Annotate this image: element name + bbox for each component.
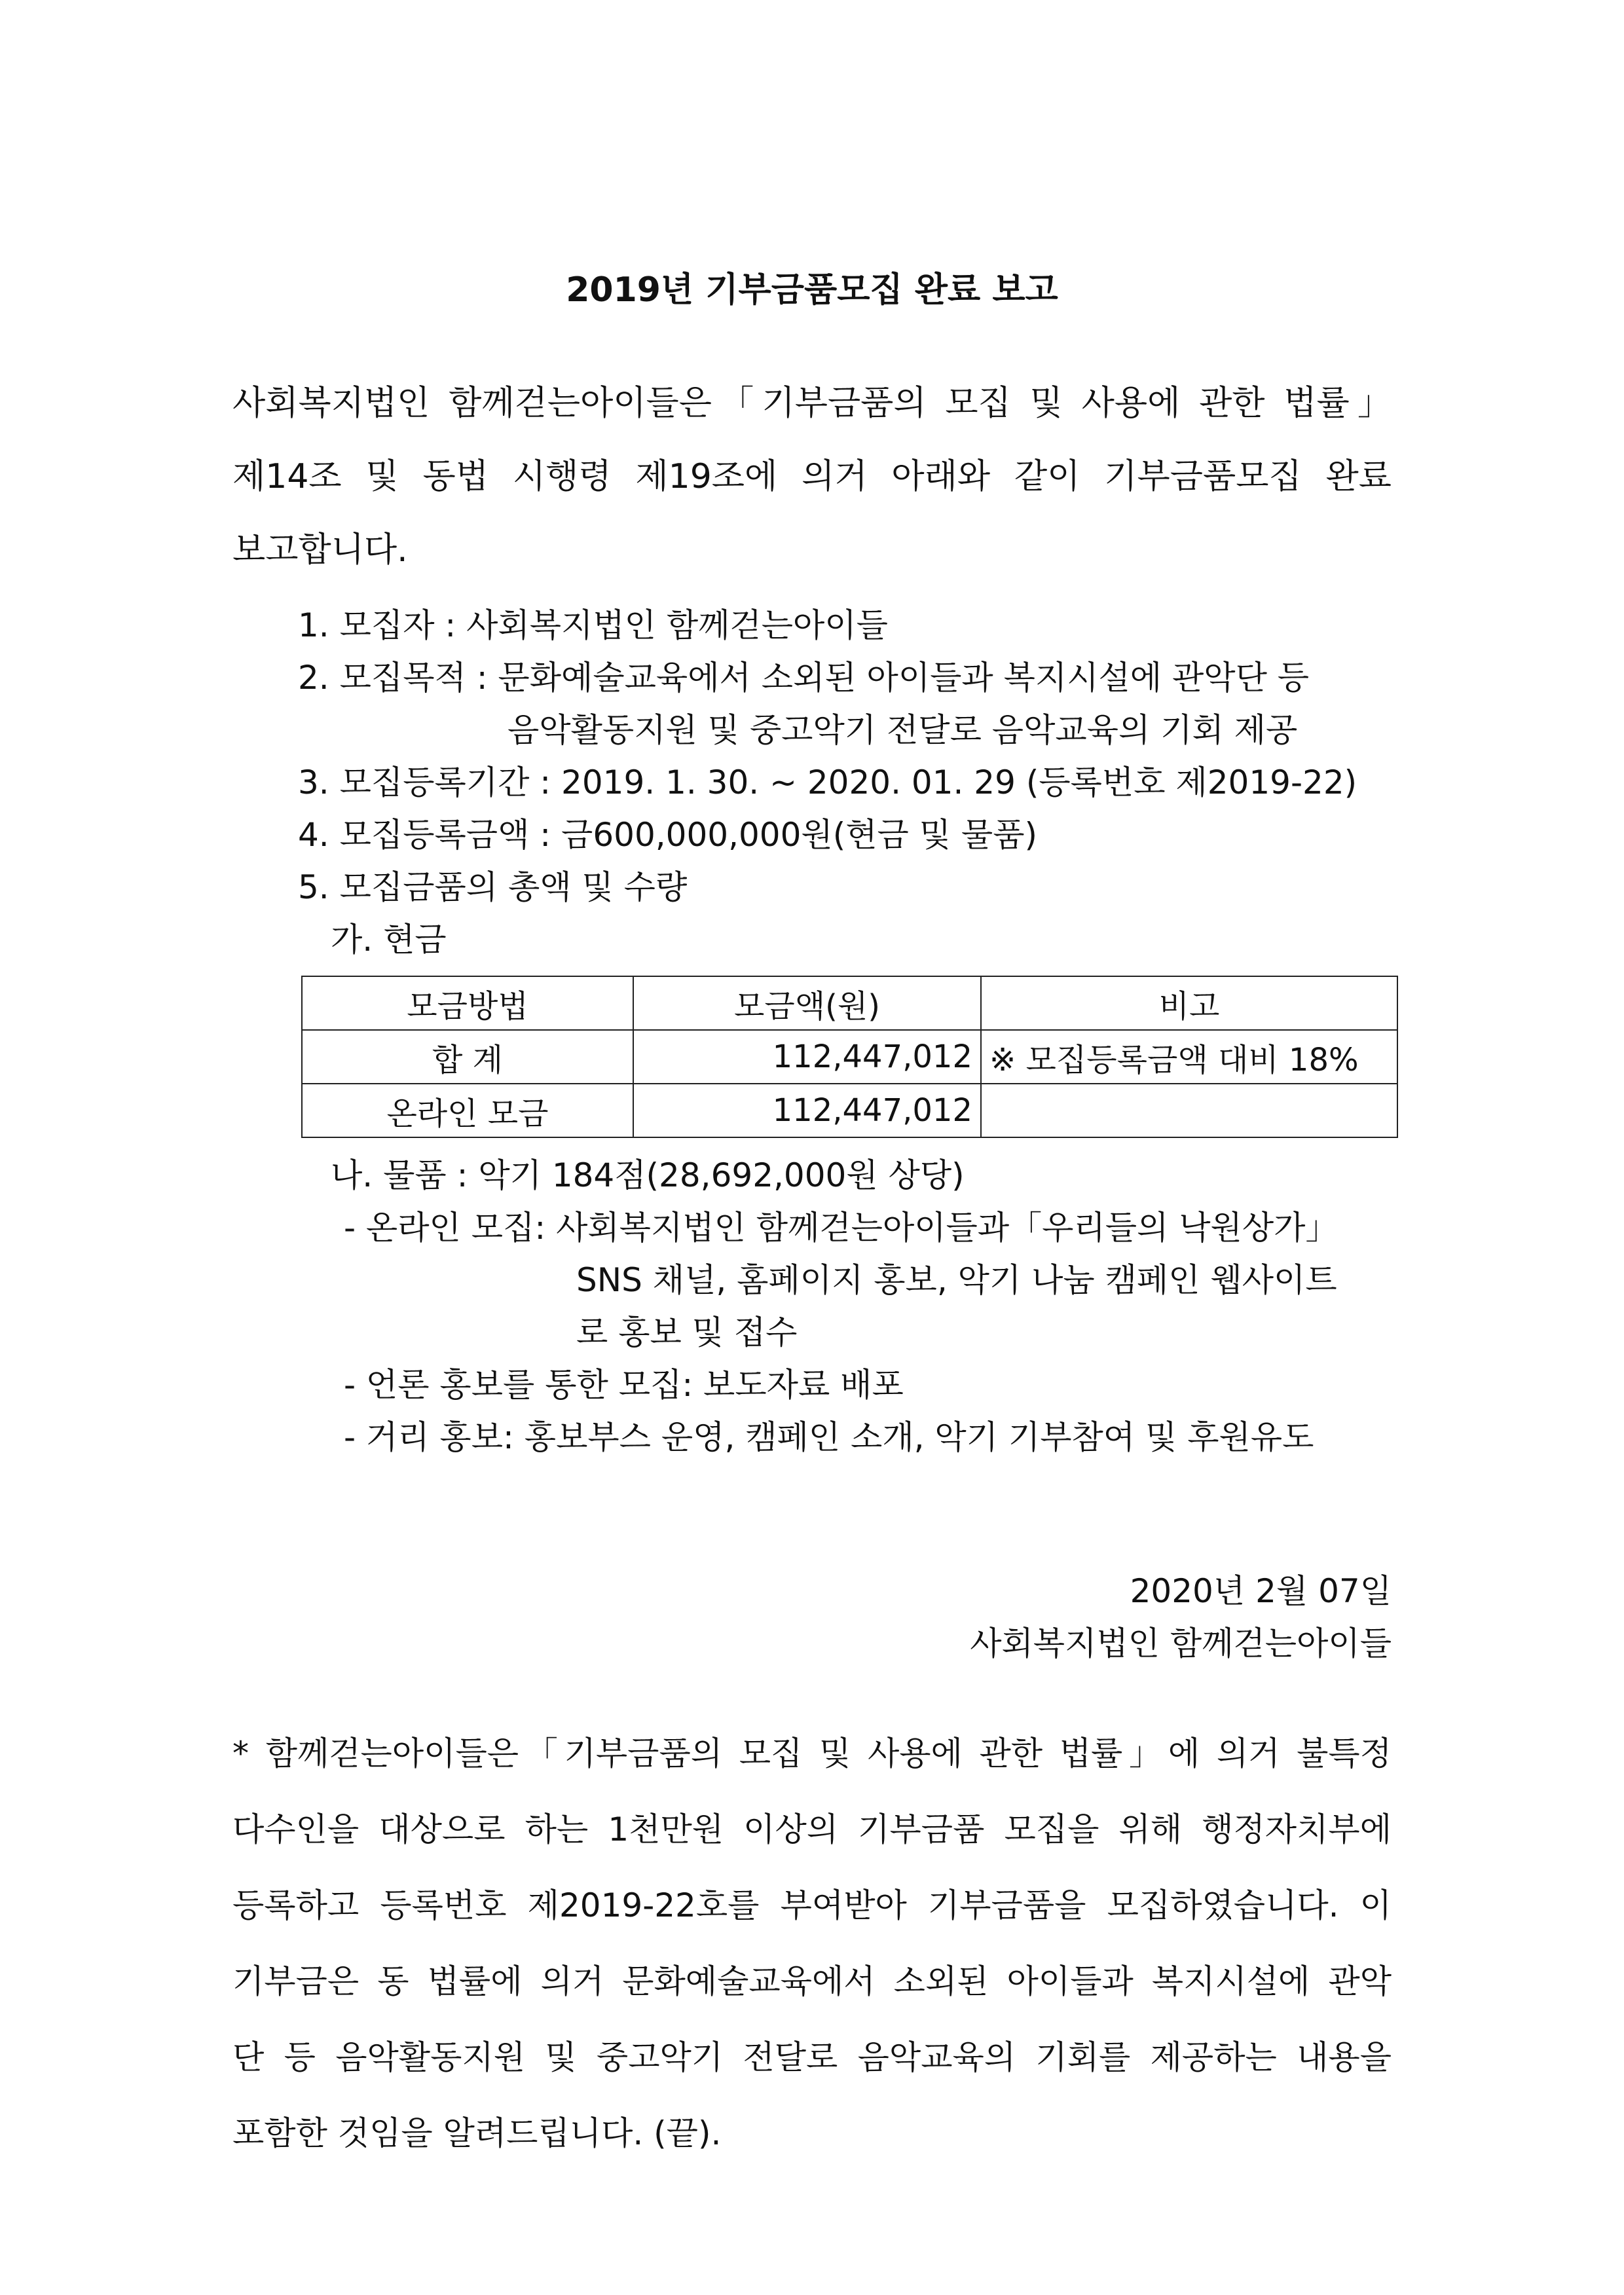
report-date: 2020년 2월 07일 <box>1130 1572 1392 1610</box>
goods-press: - 언론 홍보를 통한 모집: 보도자료 배포 <box>344 1366 904 1404</box>
cell-note: ※ 모집등록금액 대비 18% <box>981 1030 1397 1084</box>
col-header-method: 모금방법 <box>302 976 633 1030</box>
col-header-note: 비고 <box>981 976 1397 1030</box>
item-period: 3. 모집등록기간 : 2019. 1. 30. ~ 2020. 01. 29 (등록번호 제2019-22) <box>298 763 1357 801</box>
item-amount: 4. 모집등록금액 : 금600,000,000원(현금 및 물품) <box>298 816 1038 854</box>
intro-line-2: 제14조 및 동법 시행령 제19조에 의거 아래와 같이 기부금품모집 완료 <box>232 457 1392 496</box>
document-title: 2019년 기부금품모집 완료 보고 <box>566 270 1058 310</box>
footnote-line: 등록하고 등록번호 제2019-22호를 부여받아 기부금품을 모집하였습니다. 이 <box>232 1886 1392 1924</box>
table-header-row <box>302 976 1397 1030</box>
item-purpose: 2. 모집목적 : 문화예술교육에서 소외된 아이들과 복지시설에 관악단 등 <box>298 659 1310 697</box>
cell-amount: 112,447,012 <box>633 1084 981 1137</box>
cell-method: 합 계 <box>302 1030 633 1084</box>
item-recruiter: 1. 모집자 : 사회복지법인 함께걷는아이들 <box>298 606 888 644</box>
table-row <box>302 1030 1397 1084</box>
report-organization: 사회복지법인 함께걷는아이들 <box>970 1625 1392 1662</box>
goods-online-3: 로 홍보 및 접수 <box>576 1313 798 1351</box>
sub-cash-label: 가. 현금 <box>331 921 447 959</box>
footnote-line: 단 등 음악활동지원 및 중고악기 전달로 음악교육의 기회를 제공하는 내용을 <box>232 2038 1392 2076</box>
cell-note <box>981 1084 1397 1137</box>
item-total: 5. 모집금품의 총액 및 수량 <box>298 868 688 906</box>
cash-table <box>301 976 1398 1138</box>
footnote-line: * 함께걷는아이들은「기부금품의 모집 및 사용에 관한 법률」에 의거 불특정 <box>232 1735 1392 1772</box>
goods-online-1: - 온라인 모집: 사회복지법인 함께걷는아이들과「우리들의 낙원상가」 <box>344 1209 1338 1247</box>
intro-line-3: 보고합니다. <box>232 530 408 570</box>
goods-line: 나. 물품 : 악기 184점(28,692,000원 상당) <box>331 1156 965 1194</box>
goods-online-2: SNS 채널, 홈페이지 홍보, 악기 나눔 캠페인 웹사이트 <box>576 1261 1337 1299</box>
footnote <box>232 1716 1392 2171</box>
cell-amount: 112,447,012 <box>633 1030 981 1084</box>
goods-street: - 거리 홍보: 홍보부스 운영, 캠페인 소개, 악기 기부참여 및 후원유도 <box>344 1418 1314 1456</box>
cell-method: 온라인 모금 <box>302 1084 633 1137</box>
footnote-line: 기부금은 동 법률에 의거 문화예술교육에서 소외된 아이들과 복지시설에 관악 <box>232 1962 1392 2000</box>
footnote-line: 포함한 것임을 알려드립니다. (끝). <box>232 2114 722 2152</box>
intro-paragraph <box>232 367 1392 587</box>
col-header-amount: 모금액(원) <box>633 976 981 1030</box>
footnote-line: 다수인을 대상으로 하는 1천만원 이상의 기부금품 모집을 위해 행정자치부에 <box>232 1810 1392 1848</box>
table-row <box>302 1084 1397 1137</box>
item-purpose-cont: 음악활동지원 및 중고악기 전달로 음악교육의 기회 제공 <box>507 711 1298 749</box>
intro-line-1: 사회복지법인 함께걷는아이들은「기부금품의 모집 및 사용에 관한 법률」 <box>232 384 1392 423</box>
